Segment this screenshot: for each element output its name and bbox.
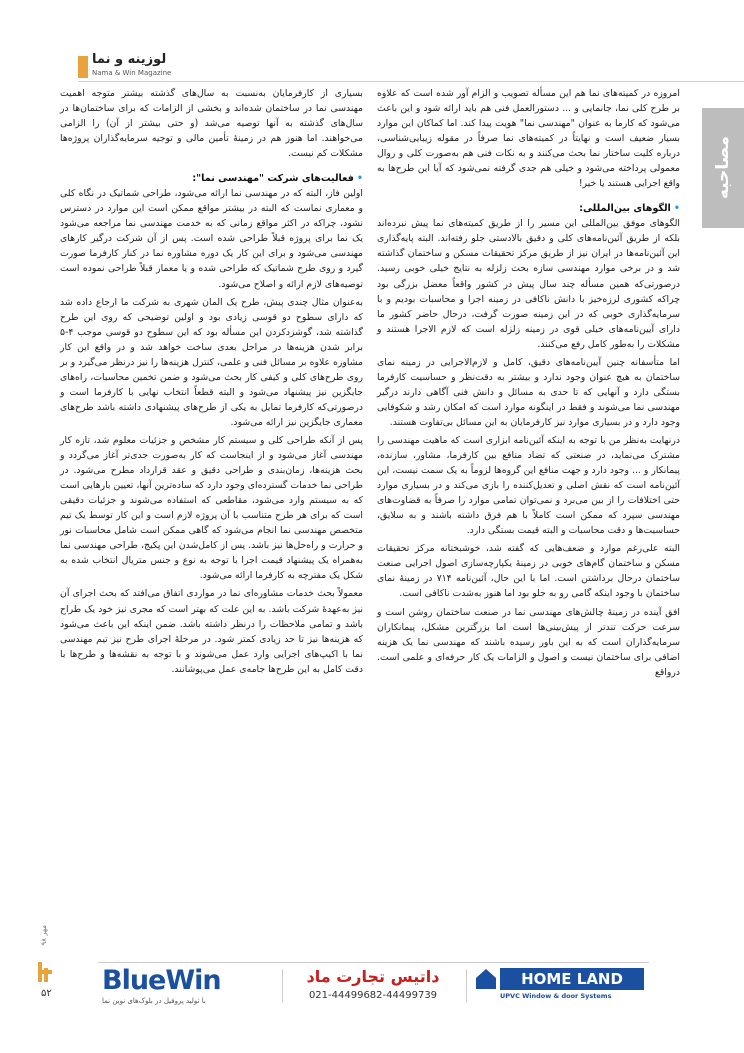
paragraph: البته علی‌رغم موارد و ضعف‌هایی که گفته شد، خوشبختانه مرکز تحقیقات مسکن و ساختمان گام‌های خوبی در زمینهٔ یکپارچه‌سازی اصول اجرایی صنعت ساختمان درحال برداشتن است. اما با این حال، آئین‌نامه ۷۱۴ در زمینهٔ نمای ساختمان با وجود اینکه گامی رو به جلو بود اما هنوز به‌شدت ناکافی است.: [377, 543, 680, 600]
bluewin-tagline: با تولید پروفیل در بلوک‌های نوین نما: [102, 997, 206, 1005]
paragraph: اولین فاز، البته که در مهندسی نما ارائه می‌شود، طراحی شماتیک در نگاه کلی و معماری نماست که البته در بیشتر مواقع ممکن است این موارد در دسترس نشود، چراکه در اکثر مواقع زمانی که به خدمت مهندسی نما مراجعه می‌شود یک نما برای پروژه قبلاً طراحی شده است. پس از آن شرکت درگیر کارهای مهندسی می‌شود و برای این کار یک دوره مشاوره نما در کنار کارفرما صورت گیرد و روی طرح شماتیک که طراحی شده و یا معمار قبلاً طراحی نموده است توصیه‌های لازم ارائه و اصلاح می‌شود.: [60, 188, 363, 290]
ad-datis[interactable]: [288, 965, 458, 1007]
paragraph: به‌عنوان مثال چندی پیش، طرح یک المان شهری به شرکت ما ارجاع داده شد که دارای سطوح دو قوسی زیادی بود و اولین توضیحی که روی این طرح گذاشته شد، گوشزدکردن این مسأله بود که این سطوح دو قوسی موجب ۴-۵ برابر شدن هزینه‌ها در مراحل بعدی ساخت خواهد شد و در واقع این کار مشاوره علاوه بر مسائل فنی و علمی، کنترل هزینه‌ها را نیز درنظر می‌گیرد و بر روی طرح‌های کلی و کیفی کار بحث می‌شود و ضمن تخمین محاسبات، راه‌های جایگزین نیز پیشنهاد می‌شود و البته قطعاً انتخاب نهایی با کارفرما است و درصورتی‌که کارفرما تمایل به یکی از طرح‌های پیشنهادی داشته باشد طرح‌های معماری جایگزین نیز ارائه می‌شود.: [60, 296, 363, 428]
ad-divider: [282, 969, 283, 1003]
bluewin-name: BlueWin: [102, 965, 221, 996]
section-heading: [60, 171, 363, 186]
ad-homeland[interactable]: [472, 965, 649, 1007]
section-label: مصاحبه: [713, 136, 733, 200]
datis-phone: 021-44499682-44499739: [308, 990, 438, 1001]
paragraph: پس از آنکه طراحی کلی و سیستم کار مشخص و جزئیات معلوم شد، تازه کار مهندسی آغاز می‌شود و از اینجاست که کار به‌صورت جدی‌تر آغاز می‌گردد و بحث هزینه‌ها، زمان‌بندی و طراحی دقیق و عقد قرارداد مطرح می‌شود. در طراحی نما خدمات گسترده‌ای وجود دارد که ساده‌ترین آنها، تعیین بارهایی است که به سیستم وارد می‌شود، مقاطعی که استفاده می‌شوند و جزئیات دقیقی است که برای هر طرح متناسب با آن پروژه لازم است و این کار توسط یک تیم متخصص مهندسی نما انجام می‌شود که گاهی ممکن است شامل محاسبات نور و حرارت و راه‌حل‌ها نیز باشد. پس از کامل‌شدن این پکیج، طراحی مهندسی نما به‌همراه یک پیشنهاد قیمت اجرا با توجه به نوع و جنس متریال انتخاب شده به شکل یک مفترچه به کارفرما ارائه می‌شود.: [60, 434, 363, 582]
ad-divider: [466, 969, 467, 1003]
article-column-right: [377, 86, 680, 683]
page-number: ۵۲: [41, 988, 52, 999]
logo-title: لوزینه و نما: [92, 52, 167, 67]
paragraph: بسیاری از کارفرمایان به‌نسبت به سال‌های گذشته بیشتر متوجه اهمیت مهندسی نما در ساختمان شده‌اند و بخشی از الزامات که برای ساختمان‌ها در سال‌های گذشته به آنها توصیه می‌شد (و حتی بیشتر از آن) را الزامی می‌خواهند. اما هنوز هم در زمینهٔ تأمین مالی و توجیه سرمایه‌گذاران پروژه‌ها مشکلات کم نیست.: [60, 88, 363, 160]
issue-date: مهر ۹۸: [40, 925, 48, 946]
section-heading: [377, 201, 680, 216]
house-icon: [476, 969, 496, 989]
section-tab: [702, 108, 744, 228]
article-column-left: [60, 86, 363, 680]
paragraph: درنهایت به‌نظر من با توجه به اینکه آئین‌نامه ابزاری است که ماهیت مهندسی را مشترک می‌نماید، در صنعتی که تضاد منافع بین کارفرما، مشاور، سازنده، پیمانکار و ... وجود دارد و جهت منافع این گروه‌ها لزوماً به یک سمت نیست، این آئین‌نامه است که نقش اصلی و تعدیل‌کننده را بازی می‌کند و در بسیاری موارد حتی اختلافات را از بین می‌برد و نمی‌توان تمامی موارد را صرفاً به قضاوت‌های مهندسی سپرد که ممکن است کاملاً با هم فرق داشته باشند و به سلایق، حساسیت‌ها و دقت محاسبات و البته قیمت بستگی دارد.: [377, 434, 680, 537]
datis-name: داتیس تجارت ماد: [306, 967, 440, 986]
logo-subtitle: Nama & Win Magazine: [92, 69, 172, 77]
magazine-logo: [78, 50, 178, 82]
bullet-icon: •: [356, 173, 363, 185]
heading-text: الگوهای بین‌المللی:: [579, 203, 671, 215]
homeland-name: HOME LAND: [500, 968, 644, 990]
bullet-icon: •: [673, 203, 680, 215]
corner-logo-icon: [38, 962, 52, 982]
paragraph: امروزه در کمیته‌های نما هم این مسأله تصویب و الزام آور شده است که علاوه بر طرح کلی نما، جانمایی و ... دستورالعمل فنی هم باید ارائه شود و این باعث می‌شود که کارما به عنوان "مهندسی نما" هویت پیدا کند. اما کماکان این موارد بسیار ضعیف است و نهایتاً در کمیته‌های نما صرفاً در مقوله زیبایی‌شناسی، درباره کلیت ساختار نما بحث می‌کنند و به نکات فنی هم به‌صورت کلی و روال معمولی پرداخته می‌شود و خیلی هم جدی گرفته نمی‌شود که آیا این طرح‌ها به واقع اجرایی هستند یا خیر!: [377, 88, 680, 190]
logo-mark-icon: [78, 56, 88, 78]
homeland-subtitle: UPVC Window & door Systems: [500, 992, 612, 1000]
paragraph: الگوهای موفق بین‌المللی این مسیر را از طریق کمیته‌های نما پیش نبرده‌اند بلکه از طریق آئین‌نامه‌های کلی و دقیق بالادستی جلو رفته‌اند. البته پایه‌گذاری این آئین‌نامه‌ها در ایران نیز از طریق مرکز تحقیقات مسکن و ساختمان گذاشته شد و در برخی موارد مهندسی سازه بحث زلزله به نتایج خیلی خوبی رسید. درصورتی‌که همین مسأله چند سال پیش در کشور واقعاً معضل بزرگی بود چراکه کشوری لرزه‌خیز با دانش ناکافی در زمینه اجرا و محاسبات بودیم و با سرمایه‌گذاری خوبی که در این زمینه صورت گرفت، درحال حاضر کشور ما دارای آیین‌نامه‌های خیلی قوی در زمینه زلزله است که لازم الاجرا هستند و مشکلات را به‌طور کامل رفع می‌کنند.: [377, 218, 680, 350]
ad-strip: [98, 962, 649, 1009]
paragraph: افق آینده در زمینهٔ چالش‌های مهندسی نما در صنعت ساختمان روشن است و سرعت حرکت تندتر از پیش‌بینی‌ها است اما بزرگترین مشکل، پیمانکاران سرمایه‌گذاران است که به این باور رسیده باشند که مهندسی نما یک هزینه اضافی برای ساختمان نیست و اصول و الزامات یک کار حرفه‌ای و علمی است. درواقع: [377, 606, 680, 678]
paragraph: اما متأسفانه چنین آیین‌نامه‌های دقیق، کامل و لازم‌الاجرایی در زمینه نمای ساختمان به هیچ عنوان وجود ندارد و بیشتر به دقت‌نظر و حساسیت کارفرما بستگی دارد و آنهایی که تا حدی به مسائل و دانش فنی آگاهی دارند درگیر مهندسی نما می‌شوند و فقط در اینگونه موارد است که امکان رشد و شکوفایی وجود دارد و در بسیاری موارد نیز کارفرمایان به این مسائل بی‌تفاوت هستند.: [377, 356, 680, 428]
paragraph: معمولاً بحث خدمات مشاوره‌ای نما در مواردی اتفاق می‌افتد که بحث اجرای آن نیز به‌عهدهٔ شرکت باشد. به این علت که بهتر است که مجری نیز خود یک طراح باشد و تمامی ملاحظات را درنظر داشته باشد. ضمن اینکه این باعث می‌شود که هزینه‌ها نیز تا حد زیادی کمتر شود. در مرحلهٔ اجرای طرح نیز تیم مهندسی نما با اکیپ‌های اجرایی وارد عمل می‌شوند و با توجه به نقشه‌ها و طرح‌ها با دقت کامل به این طرح‌ها جامه‌ی عمل می‌پوشانند.: [60, 588, 363, 675]
heading-text: فعالیت‌های شرکت "مهندسی نما":: [192, 173, 354, 185]
ad-bluewin[interactable]: [98, 965, 276, 1007]
header-rule: [78, 81, 744, 82]
